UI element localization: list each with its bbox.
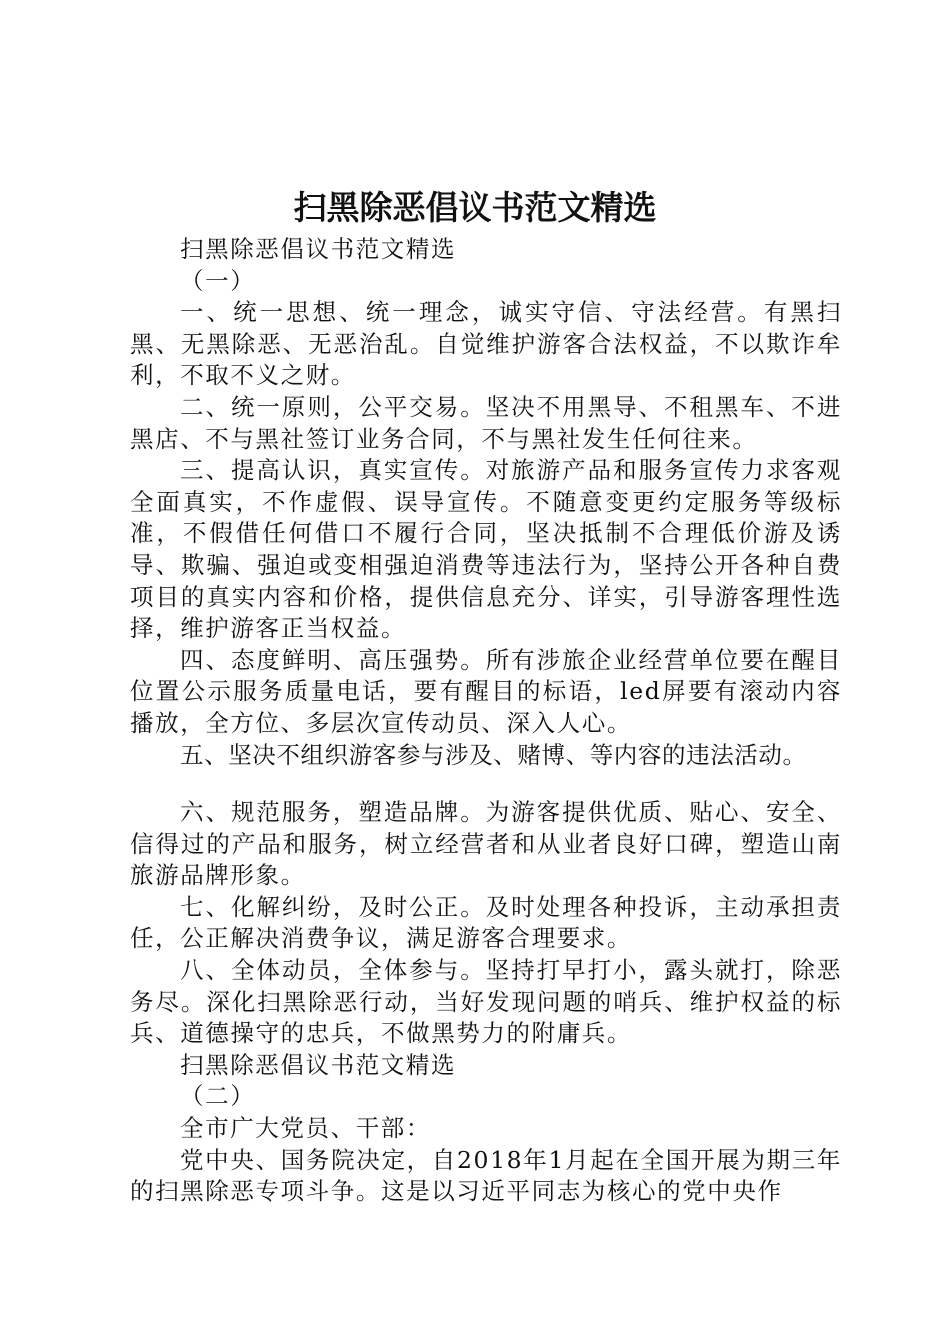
- paragraph-item-1: 一、统一思想、统一理念，诚实守信、守法经营。有黑扫黑、无黑除恶、无恶治乱。自觉维护游客合法权益，不以欺诈牟利，不取不义之财。: [130, 298, 842, 390]
- paragraph-item-3: 三、提高认识，真实宣传。对旅游产品和服务宣传力求客观全面真实，不作虚假、误导宣传。不随意变更约定服务等级标准，不假借任何借口不履行合同，坚决抵制不合理低价游及诱导、欺骗、强迫或变相强迫消费等违法行为，坚持公开各种自费项目的真实内容和价格，提供信息充分、详实，引导游客理性选择，维护游客正当权益。: [130, 456, 842, 643]
- subtitle-paragraph: 扫黑除恶倡议书范文精选: [180, 235, 457, 263]
- paragraph-item-6: 六、规范服务，塑造品牌。为游客提供优质、贴心、安全、信得过的产品和服务，树立经营者和从业者良好口碑，塑造山南旅游品牌形象。: [130, 798, 842, 890]
- paragraph-item-7: 七、化解纠纷，及时公正。及时处理各种投诉，主动承担责任，公正解决消费争议，满足游客合理要求。: [130, 892, 842, 953]
- paragraph-item-2: 二、统一原则，公平交易。坚决不用黑导、不租黑车、不进黑店、不与黑社签订业务合同，不与黑社发生任何往来。: [130, 392, 842, 453]
- section-number-two: （二）: [180, 1082, 256, 1111]
- paragraph-item-4: 四、态度鲜明、高压强势。所有涉旅企业经营单位要在醒目位置公示服务质量电话，要有醒目的标语，led屏要有滚动内容播放，全方位、多层次宣传动员、深入人心。: [130, 645, 842, 737]
- subtitle-paragraph-2: 扫黑除恶倡议书范文精选: [180, 1050, 457, 1079]
- paragraph-item-5: 五、坚决不组织游客参与涉及、赌博、等内容的违法活动。: [180, 740, 807, 769]
- paragraph-intro: 党中央、国务院决定，自2018年1月起在全国开展为期三年的扫黑除恶专项斗争。这是以习近平同志为核心的党中央作: [130, 1145, 842, 1206]
- salutation: 全市广大党员、干部：: [180, 1114, 431, 1143]
- document-body: [130, 234, 842, 1208]
- document-title: 扫黑除恶倡议书范文精选: [293, 188, 657, 227]
- paragraph-item-8: 八、全体动员，全体参与。坚持打早打小，露头就打，除恶务尽。深化扫黑除恶行动，当好发现问题的哨兵、维护权益的标兵、道德操守的忠兵，不做黑势力的附庸兵。: [130, 956, 842, 1048]
- section-number-one: （一）: [180, 266, 256, 295]
